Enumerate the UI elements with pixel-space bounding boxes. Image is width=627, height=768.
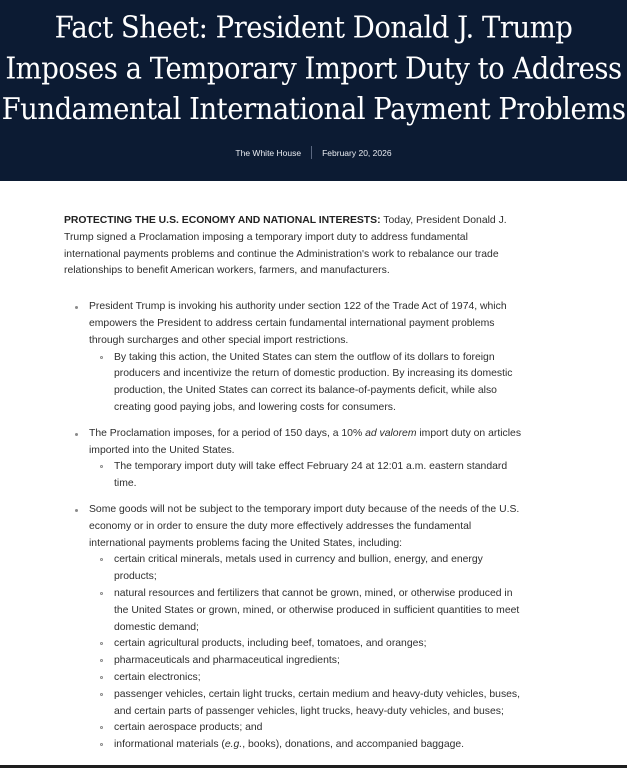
sub-list-item: By taking this action, the United States can stem the outflow of its dollars to foreign producers and incentivize the return of domestic production. By increasing its domestic production, the United States can correct its balance-of-payments deficit, while also creating good paying jobs, and lowering costs for consumers. (89, 350, 524, 417)
meta-divider (311, 146, 312, 159)
article-meta (0, 146, 627, 159)
list-item (64, 426, 524, 493)
text-segment: , books), donations, and accompanied baggage. (242, 739, 465, 751)
title-line: Imposes a Temporary Import Duty to Address (5, 50, 622, 87)
lead-heading: PROTECTING THE U.S. ECONOMY AND NATIONAL INTERESTS: (64, 215, 381, 226)
sub-list-item: pharmaceuticals and pharmaceutical ingredients; (89, 653, 524, 670)
text-segment: informational materials ( (114, 739, 225, 751)
sub-list-item: natural resources and fertilizers that cannot be grown, mined, or otherwise produced in the United States or grown, mined, or otherwise produced in sufficient quantities to meet domestic demand; (89, 586, 524, 636)
list-item-text (89, 428, 521, 456)
text-segment: import duty on articles imported into the United States. (89, 427, 522, 456)
sub-list-item (89, 737, 524, 754)
publish-date: February 20, 2026 (322, 147, 392, 158)
sub-list (89, 350, 524, 417)
lead-paragraph (64, 213, 524, 280)
list-item-text: President Trump is invoking his authority under section 122 of the Trade Act of 1974, which empowers the President to address certain fundamental international payment problems through surcharges and other special import restrictions. (89, 301, 507, 346)
fact-list (64, 299, 524, 754)
sub-list-item: certain electronics; (89, 670, 524, 687)
page-title (0, 8, 627, 130)
title-line: Fundamental International Payment Problems (1, 91, 626, 127)
sub-list (89, 552, 524, 754)
source-link[interactable]: The White House (235, 147, 302, 158)
sub-list (89, 459, 524, 493)
text-segment: The Proclamation imposes, for a period of 150 days, a 10% (89, 427, 366, 439)
italic-term: ad valorem (365, 427, 417, 439)
hero-banner (0, 0, 627, 181)
title-line: Fact Sheet: President Donald J. Trump (54, 10, 573, 46)
italic-term: e.g. (224, 739, 243, 751)
sub-list-item: certain critical minerals, metals used in currency and bullion, energy, and energy products; (89, 552, 524, 586)
list-item (64, 502, 524, 754)
list-item (64, 299, 524, 417)
sub-list-item: The temporary import duty will take effect February 24 at 12:01 a.m. eastern standard time. (89, 459, 524, 493)
article-body (64, 213, 524, 763)
sub-list-item: certain agricultural products, including beef, tomatoes, and oranges; (89, 636, 524, 653)
sub-list-item: passenger vehicles, certain light trucks, certain medium and heavy-duty vehicles, buses, and certain parts of passenger vehicles, light trucks, heavy-duty vehicles, and buses; (89, 687, 524, 721)
sub-list-item: certain aerospace products; and (89, 720, 524, 737)
list-item-text: Some goods will not be subject to the temporary import duty because of the needs of the U.S. economy or in order to ensure the duty more effectively addresses the fundamental international payments problems facing the United States, including: (89, 503, 520, 549)
lead-text: Today, President Donald J. Trump signed a Proclamation imposing a temporary import duty to address fundamental international payments problems and continue the Administration's work to rebalance our trade relationships to benefit American workers, farmers, and manufacturers. (64, 215, 507, 277)
